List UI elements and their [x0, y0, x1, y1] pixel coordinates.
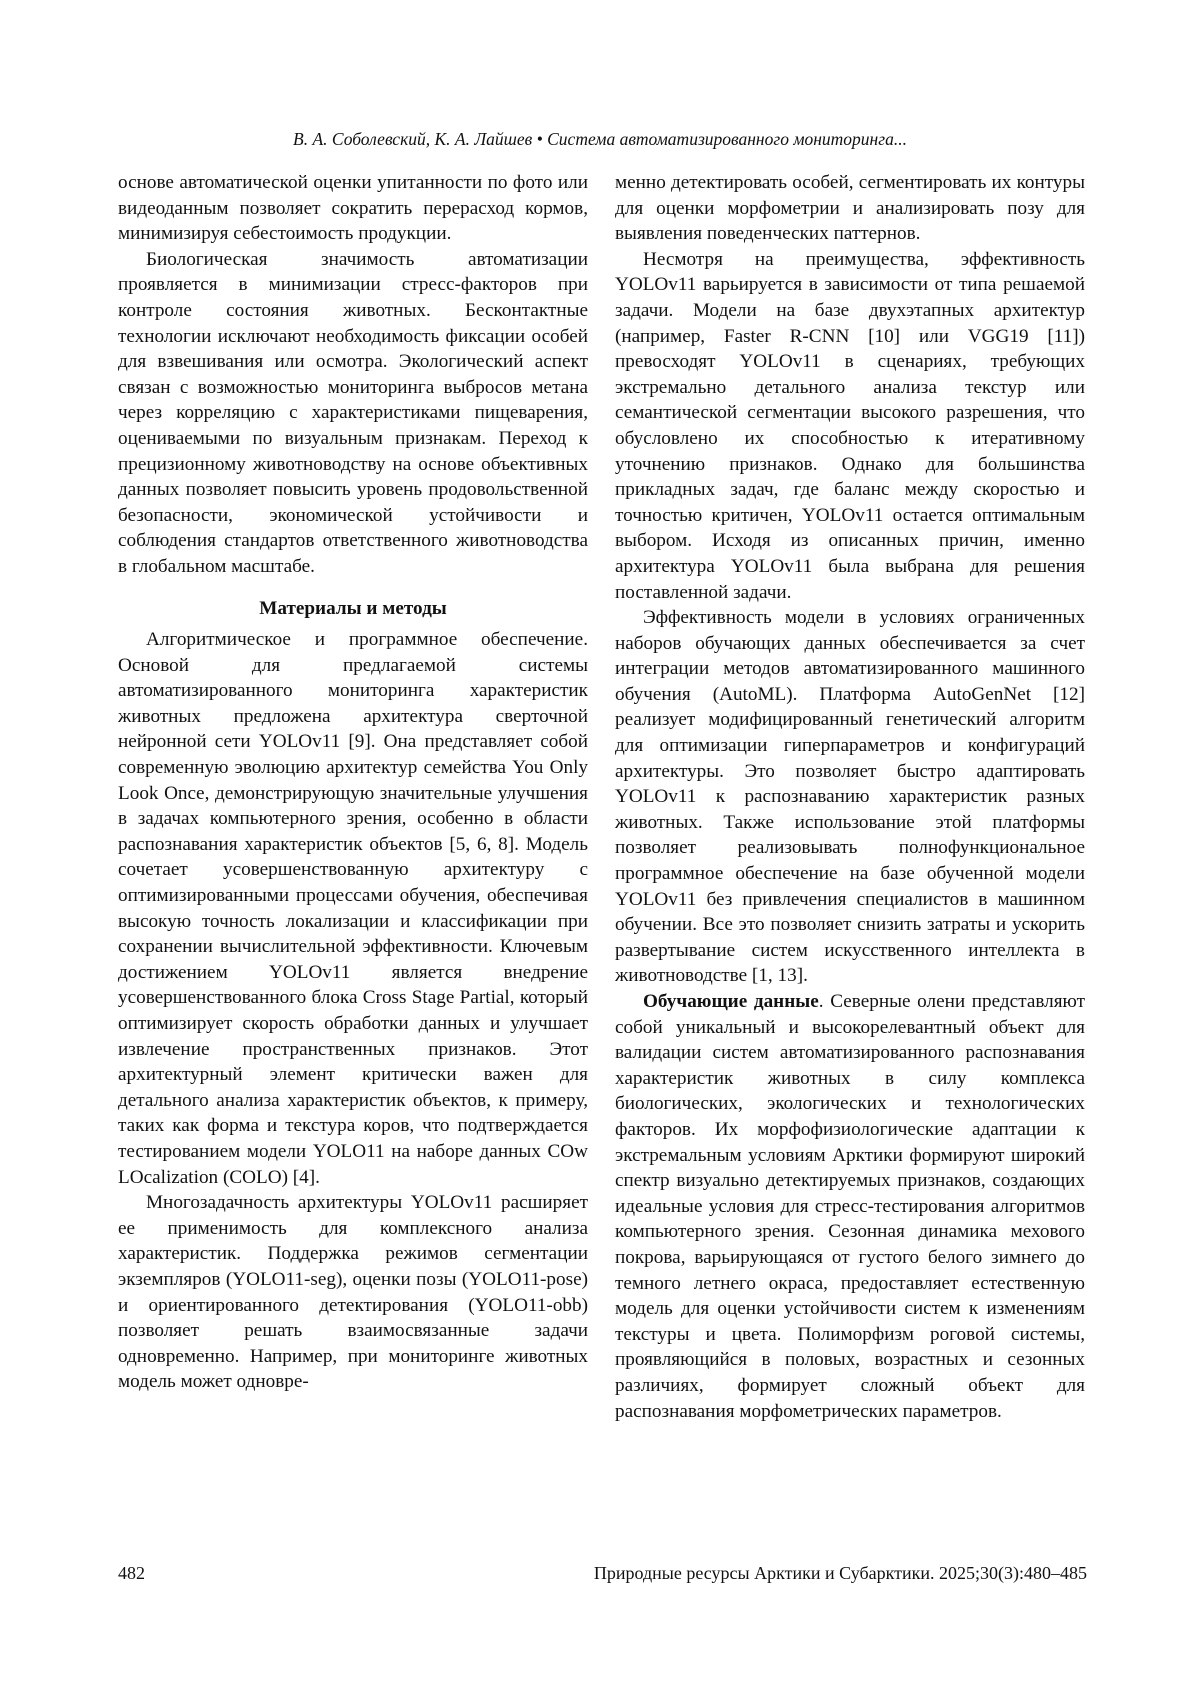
right-column [615, 170, 1085, 1424]
paragraph: Эффективность модели в условиях ограниченных наборов обучающих данных обеспечивается за счет интеграции методов автоматизированного машинного обучения (AutoML). Платформа AutoGenNet [12] реализует модифицированный генетический алгоритм для оптимизации гиперпараметров и конфигураций архитектуры. Это позволяет быстро адаптировать YOLOv11 к распознаванию характеристик разных животных. Также использование этой платформы позволяет реализовывать полнофункциональное программное обеспечение на базе обученной модели YOLOv11 без привлечения специалистов в машинном обучении. Все это позволяет снизить затраты и ускорить развертывание систем искусственного интеллекта в животноводстве [1, 13]. [615, 607, 1085, 987]
paragraph-body: . Северные олени представляют собой уникальный и высокорелевантный объект для валидации систем автоматизированного распознавания характеристик животных в силу комплекса биологических, экологических и технологических факторов. Их морфофизиологические адаптации к экстремальным условиям Арктики формируют широкий спектр визуально детектируемых признаков, создающих идеальные условия для стресс-тестирования алгоритмов компьютерного зрения. Сезонная динамика мехового покрова, варьирующаяся от густого белого зимнего до темного летнего окраса, предоставляет естественную модель для оценки устойчивости систем к изменениям текстуры и цвета. Полиморфизм роговой системы, проявляющийся в половых, возрастных и сезонных различиях, формирует сложный объект для распознавания морфометрических параметров. [615, 991, 1086, 1422]
paragraph [615, 989, 1085, 1424]
journal-citation: Природные ресурсы Арктики и Субарктики. 2025;30(3):480–485 [593, 1563, 1087, 1583]
paragraph: Многозадачность архитектуры YOLOv11 расширяет ее применимость для комплексного анализа характеристик. Поддержка режимов сегментации экземпляров (YOLO11-seg), оценки позы (YOLO11-pose) и ориентированного детектирования (YOLO11-obb) позволяет решать взаимосвязанные задачи одновременно. Например, при мониторинге животных модель может одновре- [118, 1192, 588, 1393]
paragraph: Биологическая значимость автоматизации проявляется в минимизации стресс-факторов при контроле состояния животных. Бесконтактные технологии исключают необходимость фиксации особей для взвешивания или осмотра. Экологический аспект связан с возможностью мониторинга выбросов метана через корреляцию с характеристиками пищеварения, оцениваемыми по визуальным признакам. Переход к прецизионному животноводству на основе объективных данных позволяет повысить уровень продовольственной безопасности, экономической устойчивости и соблюдения стандартов ответственного животноводства в глобальном масштабе. [118, 248, 588, 577]
paragraph-lead: Обучающие данные [643, 991, 819, 1012]
paragraph: Несмотря на преимущества, эффективность YOLOv11 варьируется в зависимости от типа решаемой задачи. Модели на базе двухэтапных архитектур (например, Faster R-CNN [10] или VGG19 [11]) превосходят YOLOv11 в сценариях, требующих экстремально детального анализа текстур или семантической сегментации высокого разрешения, что обусловлено их способностью к итеративному уточнению признаков. Однако для большинства прикладных задач, где баланс между скоростью и точностью критичен, YOLOv11 остается оптимальным выбором. Исходя из описанных причин, именно архитектура YOLOv11 была выбрана для решения поставленной задачи. [615, 248, 1085, 603]
left-column [118, 170, 588, 1395]
page-number: 482 [118, 1563, 145, 1583]
paragraph: основе автоматической оценки упитанности по фото или видеоданным позволяет сократить перерасход кормов, минимизируя себестоимость продукции. [118, 172, 588, 245]
running-head: В. А. Соболевский, К. А. Лайшев • Система автоматизированного мониторинга... [293, 129, 907, 149]
paragraph: Алгоритмическое и программное обеспечение. Основой для предлагаемой системы автоматизированного мониторинга характеристик животных предложена архитектура сверточной нейронной сети YOLOv11 [9]. Она представляет собой современную эволюцию архитектур семейства You Only Look Once, демонстрирующую значительные улучшения в задачах компьютерного зрения, особенно в области распознавания характеристик объектов [5, 6, 8]. Модель сочетает усовершенствованную архитектуру с оптимизированными процессами обучения, обеспечивая высокую точность локализации и классификации при сохранении вычислительной эффективности. Ключевым достижением YOLOv11 является внедрение усовершенствованного блока Cross Stage Partial, который оптимизирует скорость обработки данных и улучшает извлечение пространственных признаков. Этот архитектурный элемент критически важен для детального анализа характеристик объектов, к примеру, таких как форма и текстура коров, что подтверждается тестированием модели YOLO11 на наборе данных COw LOcalization (COLO) [4]. [118, 629, 588, 1188]
section-heading: Материалы и методы [259, 597, 447, 619]
paragraph: менно детектировать особей, сегментировать их контуры для оценки морфометрии и анализировать позу для выявления поведенческих паттернов. [615, 172, 1085, 245]
